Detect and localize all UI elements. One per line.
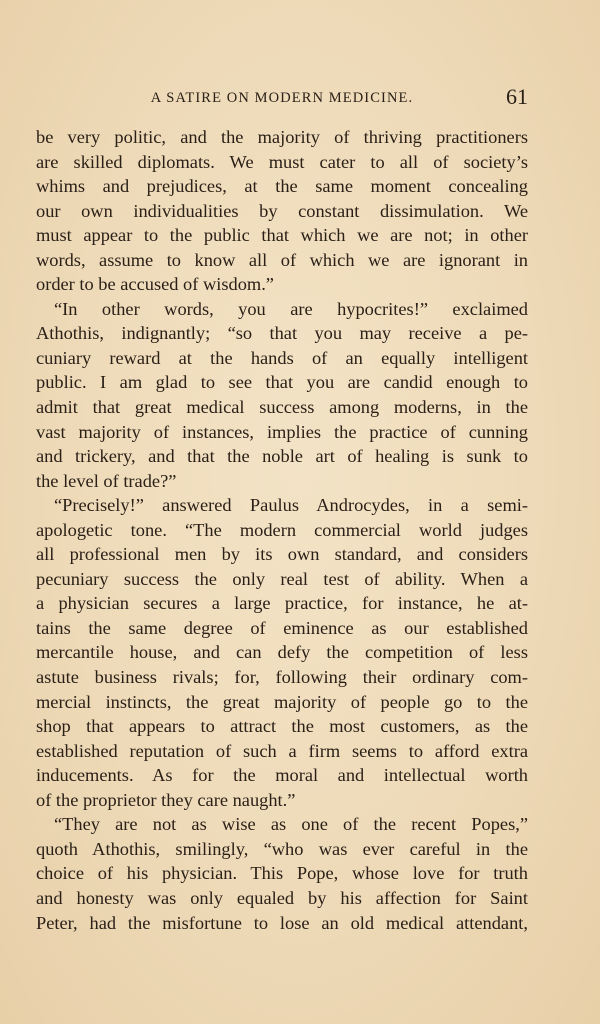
text-line: Peter, had the misfortune to lose an old medical attendant, xyxy=(36,912,528,933)
text-line: astute business rivals; for, following their ordinary com- xyxy=(36,667,528,688)
text-line: the level of trade?” xyxy=(36,470,177,491)
text-line: order to be accused of wisdom.” xyxy=(36,274,274,295)
text-line: be very politic, and the majority of thriving practitioners xyxy=(36,127,528,147)
text-line: admit that great medical success among moderns, in the xyxy=(36,397,528,418)
text-line: choice of his physician. This Pope, whose love for truth xyxy=(36,863,528,884)
text-line: cuniary reward at the hands of an equally intelligent xyxy=(36,347,528,368)
text-line: inducements. As for the moral and intellectual worth xyxy=(36,765,528,786)
running-title: A SATIRE ON MODERN MEDICINE. xyxy=(150,90,414,106)
text-line: shop that appears to attract the most customers, as the xyxy=(36,716,528,737)
text-line: our own individualities by constant dissimulation. We xyxy=(36,200,528,221)
page-number: 61 xyxy=(506,84,528,109)
text-line: pecuniary success the only real test of ability. When a xyxy=(36,568,528,589)
text-line: “Precisely!” answered Paulus Androcydes, in a semi- xyxy=(54,495,528,516)
text-line: of the proprietor they care naught.” xyxy=(36,789,296,810)
body-text xyxy=(36,125,528,935)
text-line: and honesty was only equaled by his affection for Saint xyxy=(36,887,528,908)
text-line: apologetic tone. “The modern commercial world judges xyxy=(36,519,528,540)
text-line: established reputation of such a firm seems to afford extra xyxy=(36,740,528,761)
text-line: tains the same degree of eminence as our established xyxy=(36,617,528,638)
text-line: must appear to the public that which we are not; in other xyxy=(36,225,528,246)
text-line: public. I am glad to see that you are candid enough to xyxy=(36,372,528,393)
text-line: words, assume to know all of which we are ignorant in xyxy=(36,249,528,270)
text-line: a physician secures a large practice, for instance, he at- xyxy=(36,593,528,614)
text-line: “In other words, you are hypocrites!” exclaimed xyxy=(54,298,528,319)
text-line: are skilled diplomats. We must cater to all of society’s xyxy=(36,151,528,172)
text-line: mercantile house, and can defy the competition of less xyxy=(36,642,528,663)
text-line: and trickery, and that the noble art of healing is sunk to xyxy=(36,446,528,467)
text-line: Athothis, indignantly; “so that you may receive a pe- xyxy=(36,323,528,344)
text-line: “They are not as wise as one of the recent Popes,” xyxy=(54,814,528,835)
text-line: mercial instincts, the great majority of people go to the xyxy=(36,691,528,712)
running-head xyxy=(36,84,528,114)
text-line: all professional men by its own standard, and considers xyxy=(36,544,528,565)
text-line: quoth Athothis, smilingly, “who was ever careful in the xyxy=(36,838,528,859)
text-line: whims and prejudices, at the same moment concealing xyxy=(36,176,528,197)
text-line: vast majority of instances, implies the practice of cunning xyxy=(36,421,528,442)
